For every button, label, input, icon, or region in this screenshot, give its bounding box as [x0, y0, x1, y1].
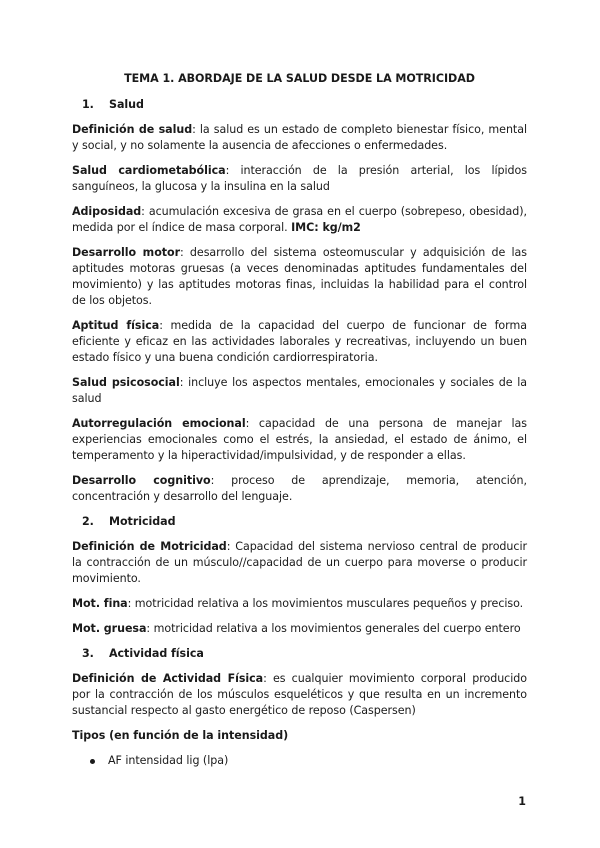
definition-term: Desarrollo motor [72, 246, 181, 259]
definition-text: : es cualquier movimiento corporal producido por la contracción de los músculos esqueléticos y que resulta en un incremento sustancial respecto al gasto energético de reposo (Caspersen) [72, 672, 527, 717]
definition-term: Definición de salud [72, 123, 193, 136]
subheading-text: Tipos (en función de la intensidad) [72, 729, 289, 742]
definition-paragraph [72, 671, 527, 719]
definition-paragraph [72, 416, 527, 464]
section-heading-actividad-fisica [72, 646, 527, 662]
definition-text: : proceso de aprendizaje, memoria, atención, concentración y desarrollo del lenguaje. [72, 474, 528, 503]
definition-paragraph [72, 596, 527, 612]
definition-text: : acumulación excesiva de grasa en el cuerpo (sobrepeso, obesidad), medida por el índice de masa corporal. [72, 205, 527, 234]
definition-term: Definición de Actividad Física [72, 672, 264, 685]
definition-text: : motricidad relativa a los movimientos generales del cuerpo entero [146, 622, 521, 635]
section-heading-salud [72, 97, 527, 113]
definition-text: : medida de la capacidad del cuerpo de funcionar de forma eficiente y eficaz en las actividades laborales y recreativas, incluyendo un buen estado físico y una buena condición cardiorrespiratoria. [72, 319, 527, 364]
section-heading-motricidad [72, 514, 527, 530]
definition-text: : interacción de la presión arterial, los lípidos sanguíneos, la glucosa y la insulina en la salud [72, 164, 527, 193]
section-number: 3. [82, 647, 94, 660]
definition-text: : la salud es un estado de completo bienestar físico, mental y social, y no solamente la ausencia de afecciones o enfermedades. [72, 123, 527, 152]
section-title: Motricidad [109, 515, 176, 528]
subheading-tipos [72, 728, 527, 744]
section-title: Actividad física [109, 647, 204, 660]
definition-text: : Capacidad del sistema nervioso central de producir la contracción de un músculo//capacidad de un cuerpo para moverse o producir movimiento. [72, 540, 528, 585]
definition-text: : capacidad de una persona de manejar las experiencias emocionales como el estrés, la ansiedad, el estado de ánimo, el temperamento y la hiperactividad/impulsividad, y de responder a ellas. [72, 417, 528, 462]
section-number: 1. [82, 98, 94, 111]
bullet-list [72, 753, 527, 769]
imc-formula: IMC: kg/m2 [291, 221, 361, 234]
definition-paragraph [72, 375, 527, 407]
page-title: TEMA 1. ABORDAJE DE LA SALUD DESDE LA MOTRICIDAD [124, 72, 475, 85]
definition-term: Desarrollo cognitivo [72, 474, 211, 487]
definition-paragraph [72, 473, 527, 505]
section-number: 2. [82, 515, 94, 528]
definition-paragraph [72, 318, 527, 366]
definition-paragraph [72, 163, 527, 195]
document-body [72, 71, 527, 769]
page-number: 1 [518, 795, 526, 808]
definition-text: : desarrollo del sistema osteomuscular y adquisición de las aptitudes motoras gruesas (a veces denominadas aptitudes fundamentales del movimiento) y las aptitudes motoras finas, incluidas la habilidad para el control de los objetos. [72, 246, 527, 307]
definition-term: Definición de Motricidad [72, 540, 227, 553]
definition-term: Aptitud física [72, 319, 160, 332]
bullet-dot-icon [90, 759, 95, 764]
definition-term: Autorregulación emocional [72, 417, 246, 430]
definition-term: Mot. fina [72, 597, 128, 610]
list-item-text: AF intensidad lig (lpa) [108, 754, 229, 767]
definition-paragraph [72, 245, 527, 309]
definition-term: Salud cardiometabólica [72, 164, 226, 177]
section-title: Salud [109, 98, 144, 111]
definition-text: : motricidad relativa a los movimientos musculares pequeños y preciso. [127, 597, 524, 610]
definition-paragraph [72, 204, 527, 236]
definition-term: Mot. gruesa [72, 622, 147, 635]
definition-term: Salud psicosocial [72, 376, 180, 389]
definition-paragraph [72, 539, 527, 587]
definition-paragraph [72, 621, 527, 637]
definition-term: Adiposidad [72, 205, 142, 218]
definition-text: : incluye los aspectos mentales, emocionales y sociales de la salud [72, 376, 527, 405]
definition-paragraph [72, 122, 527, 154]
list-item [72, 753, 527, 769]
